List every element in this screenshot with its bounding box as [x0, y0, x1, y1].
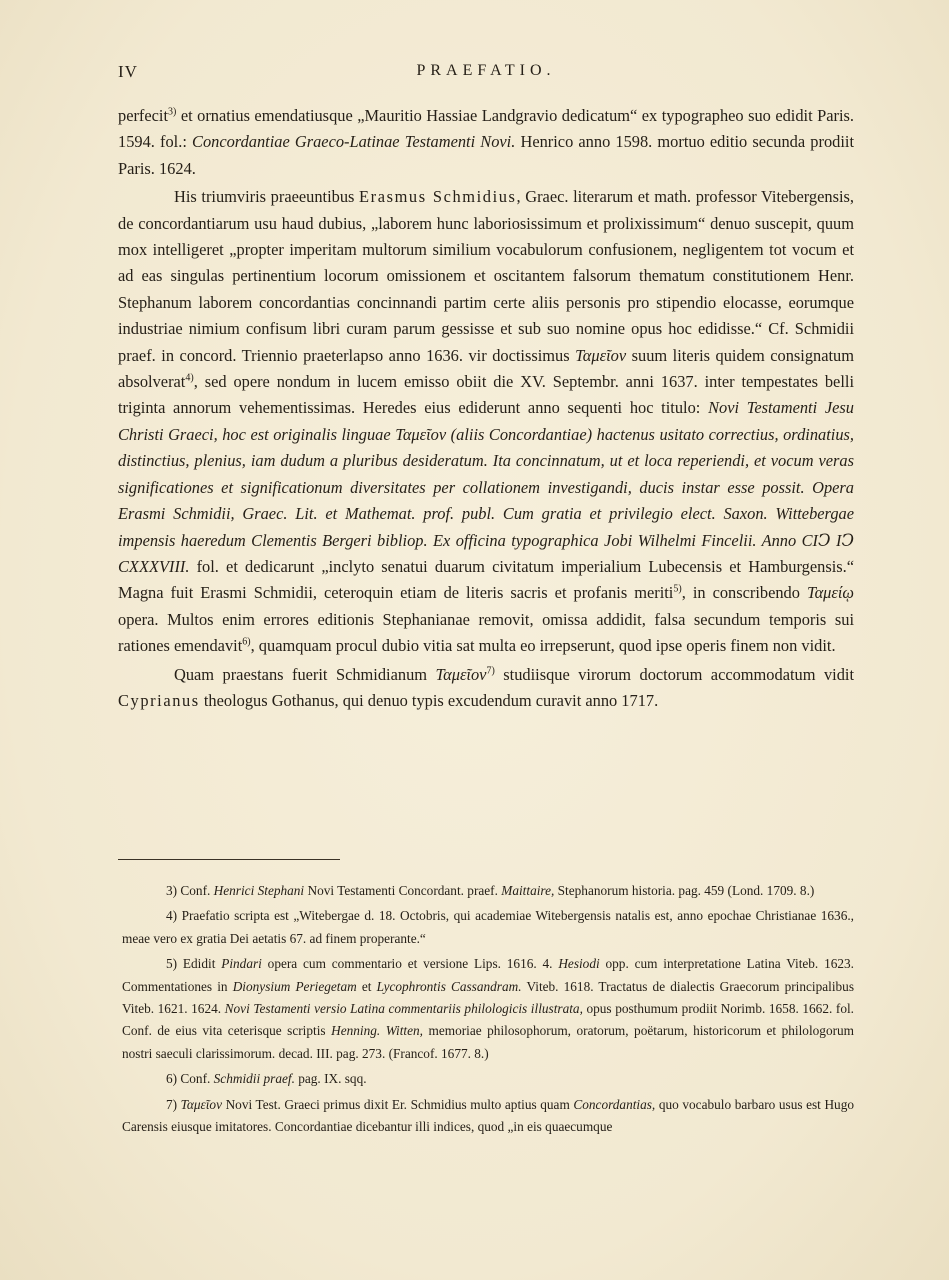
text-run: , quamquam procul dubio vitia sat multa eo irrepserunt, quod ipse operis finem non vidit. [250, 636, 836, 656]
text-run: , Graec. literarum et math. professor Vitebergensis, de concordantiarum usu haud dubius, „laborem hunc laboriosissimum et prolixissimum“ denuo suscepit, quum mox intelligeret „propter imperitam multorum similium vocabulorum confusionem, negligentem tot vocum et ad eas singulas pertinentium locorum omissionem et oscitantem falsorum thematum constitutionem Henr. Stephanum laborem concordantias concinnandi partim certe aliis personis pro stipendio elocasse, eorumque industriae nimium confisum libri curam parum gessisse et sub suo nomine opus hoc edidisse.“ Cf. Schmidii praef. in concord. Triennio praeterlapso anno 1636. vir doctissimus [118, 187, 854, 365]
italic-text: Henrici Stephani [213, 883, 305, 898]
page-header [118, 62, 854, 88]
text-run: opp. cum interpretatione Latina Viteb. 1623. Commentationes in [122, 956, 854, 994]
greek-word: Ταμεῖον [435, 664, 487, 684]
text-run: et ornatius emendatiusque „Mauritio Hassiae Landgravio dedicatum“ ex typographeo suo edidit Paris. 1594. fol.: [118, 106, 854, 152]
text-run: memoriae philosophorum, oratorum, poëtarum, historicorum et philologorum nostri saeculi clarissimorum. decad. III. pag. 273. (Francof. 1677. 8.) [122, 1023, 855, 1061]
italic-title: Concordantiae Graeco-Latinae Testamenti Novi. [192, 132, 516, 152]
greek-word: Ταμείῳ [806, 583, 854, 603]
footnote-divider [118, 859, 340, 860]
italic-text: Pindari [221, 956, 262, 972]
text-run: Stephanorum historia. pag. 459 (Lond. 1709. 8.) [554, 883, 815, 898]
text-run: , sed opere nondum in lucem emisso obiit die XV. Septembr. anni 1637. inter tempestates belli triginta annorum vehementissimas. Heredes eius ediderunt anno sequenti hoc titulo: [118, 372, 854, 418]
spaced-name: Cyprianus [118, 690, 200, 710]
footnote-5 [122, 953, 854, 1065]
text-run: 4) Praefatio scripta est „Witebergae d. 18. Octobris, qui academiae Witebergensis natalis est, anno epochae Christianae 1636., meae vero ex gratia Dei aetatis 67. ad finem properante.“ [122, 908, 854, 946]
footnote-3 [122, 880, 854, 902]
italic-text: Novi Testamenti versio Latina commentariis philologicis illustrata, [224, 1001, 583, 1017]
text-run: His triumviris praeeuntibus [174, 187, 360, 207]
italic-title: Novi Testamenti Jesu Christi Graeci, hoc est originalis linguae Ταμεῖον (aliis Concordantiae) hactenus usitato correctius, ordinatius, distinctius, plenius, iam dudum a pluribus desideratum. Ita concinnatum, ut et loca reperiendi, et vocum veras significationes et significationum diversitates per collationem investigandi, ducis instar esse possit. Opera Erasmi Schmidii, Graec. Lit. et Mathemat. prof. publ. Cum gratia et privilegio elect. Saxon. Wittebergae impensis haeredum Clementis Bergeri bibliop. Ex officina typographica Jobi Wilhelmi Fincelii. Anno CIↃ IↃ CXXXVIII. [118, 398, 854, 576]
text-run: quo vocabulo barbaro usus est Hugo Carensis eiusque imitatores. Concordantiae dicebantur illi indices, quod „in eis quaecumque [122, 1096, 854, 1135]
text-run: Henrico anno 1598. mortuo editio secunda prodiit Paris. 1624. [118, 132, 854, 178]
text-run: 3) Conf. [166, 883, 214, 898]
italic-text: Lycophrontis Cassandram. [376, 978, 522, 994]
text-run: 5) Edidit [166, 956, 222, 972]
footnote-6 [122, 1068, 854, 1090]
text-run: Quam praestans fuerit Schmidianum [174, 664, 436, 684]
footnote-7 [122, 1094, 854, 1139]
greek-word: Ταμεῖον [575, 345, 627, 365]
italic-text: Henning. Witten, [331, 1023, 424, 1039]
text-run: Novi Testamenti Concordant. praef. [304, 883, 502, 898]
text-run: , in conscribendo [681, 583, 807, 603]
text-run: opus posthumum prodiit Norimb. 1658. 1662. fol. Conf. de eius vita ceterisque scriptis [122, 1001, 854, 1039]
text-run: pag. IX. sqq. [294, 1071, 367, 1087]
text-run: Viteb. 1618. Tractatus de dialectis Graecorum principalibus Viteb. 1621. 1624. [122, 978, 854, 1017]
text-run: fol. et dedicarunt „inclyto senatui duarum civitatum imperialium Lubecensis et Hamburgensis.“ Magna fuit Erasmi Schmidii, ceteroquin etiam de literis sacris et profanis meriti [118, 556, 854, 603]
text-run: et [356, 978, 377, 994]
paragraph-3 [118, 662, 854, 715]
text-run: studiisque virorum doctorum accommodatum vidit [494, 664, 855, 684]
greek-word: Ταμεῖον [180, 1096, 222, 1112]
text-run: opera cum commentario et versione Lips. 1616. 4. [261, 956, 559, 972]
italic-text: Concordantias, [573, 1096, 656, 1112]
paragraph-1 [118, 103, 854, 182]
footnotes [122, 880, 854, 1141]
footnote-ref: 3) [168, 106, 177, 118]
text-run: opera. Multos enim errores editionis Stephanianae removit, omissa addidit, falsa secundum temporis sui rationes emendavit [118, 609, 854, 656]
text-run: 6) Conf. [166, 1071, 214, 1087]
page-number: IV [118, 62, 138, 81]
footnote-ref: 6) [242, 636, 251, 648]
paragraph-2 [118, 184, 854, 659]
italic-text: Schmidii praef. [213, 1071, 295, 1087]
main-text [118, 103, 854, 714]
footnote-ref: 4) [185, 372, 194, 384]
text-run: suum literis quidem consignatum absolverat [118, 345, 854, 392]
text-run: Novi Test. Graeci primus dixit Er. Schmidius multo aptius quam [221, 1096, 574, 1112]
running-title: PRAEFATIO. [416, 62, 556, 79]
italic-text: Dionysium Periegetam [232, 978, 357, 994]
footnote-ref: 7) [486, 665, 495, 677]
spaced-name: Erasmus Schmidius [359, 187, 517, 207]
text-run: perfecit [118, 106, 169, 125]
italic-text: Maittaire, [501, 883, 555, 898]
footnote-4 [122, 905, 854, 950]
text-run: 7) [166, 1096, 181, 1112]
footnote-ref: 5) [673, 583, 682, 595]
text-run: theologus Gothanus, qui denuo typis excudendum curavit anno 1717. [199, 690, 659, 710]
italic-text: Hesiodi [558, 956, 600, 972]
